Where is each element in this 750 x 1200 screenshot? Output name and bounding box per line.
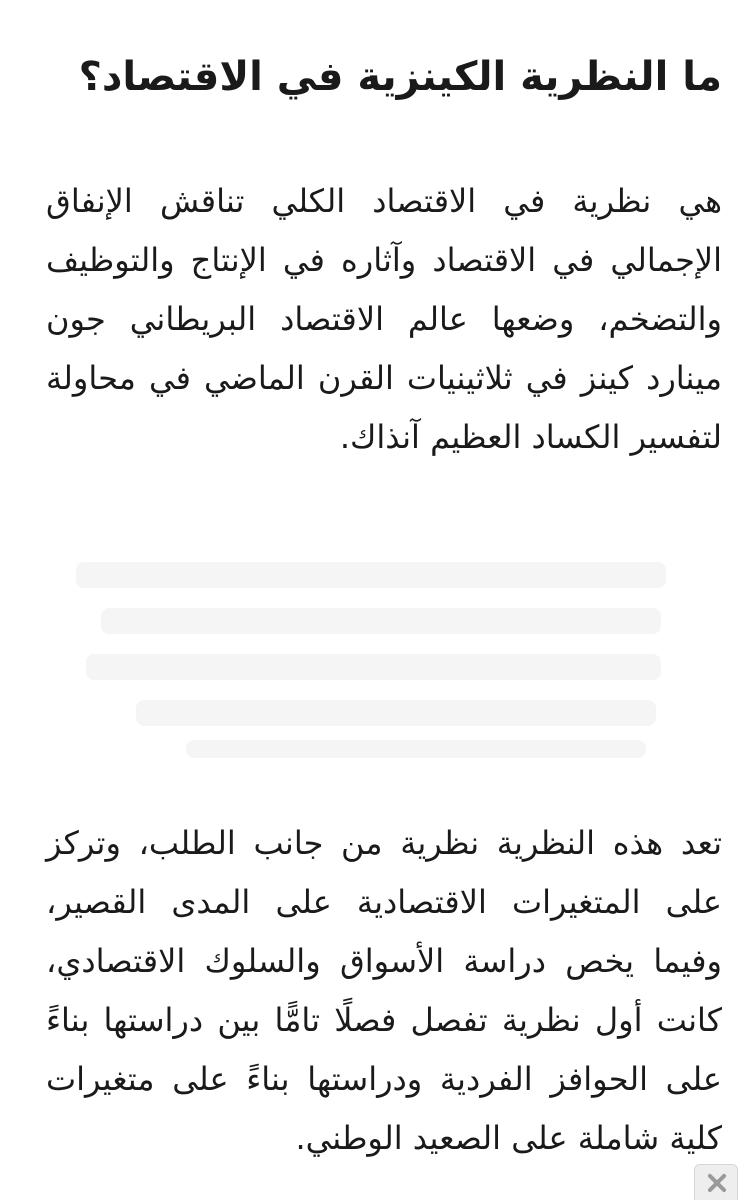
placeholder-line (86, 654, 661, 680)
close-button[interactable] (694, 1164, 738, 1200)
faded-ad-placeholder (56, 540, 696, 770)
article-paragraph-2: تعد هذه النظرية نظرية من جانب الطلب، وتركز على المتغيرات الاقتصادية على المدى القصير، وفيما يخص دراسة الأسواق والسلوك الاقتصادي، كانت أول نظرية تفصل فصلًا تامًّا بين دراستها بناءً على الحوافز الفردية ودراستها بناءً على متغيرات كلية شاملة على الصعيد الوطني. (46, 824, 722, 1157)
placeholder-line (76, 562, 666, 588)
placeholder-line (136, 700, 656, 726)
placeholder-line (101, 608, 661, 634)
article-paragraph-1: هي نظرية في الاقتصاد الكلي تناقش الإنفاق الإجمالي في الاقتصاد وآثاره في الإنتاج والتوظيف والتضخم، وضعها عالم الاقتصاد البريطاني جون مينارد كينز في ثلاثينيات القرن الماضي في محاولة لتفسير الكساد العظيم آنذاك. (46, 182, 722, 456)
article-title: ما النظرية الكينزية في الاقتصاد؟ (78, 54, 722, 100)
placeholder-line (186, 740, 646, 758)
close-icon[interactable] (706, 1172, 728, 1194)
